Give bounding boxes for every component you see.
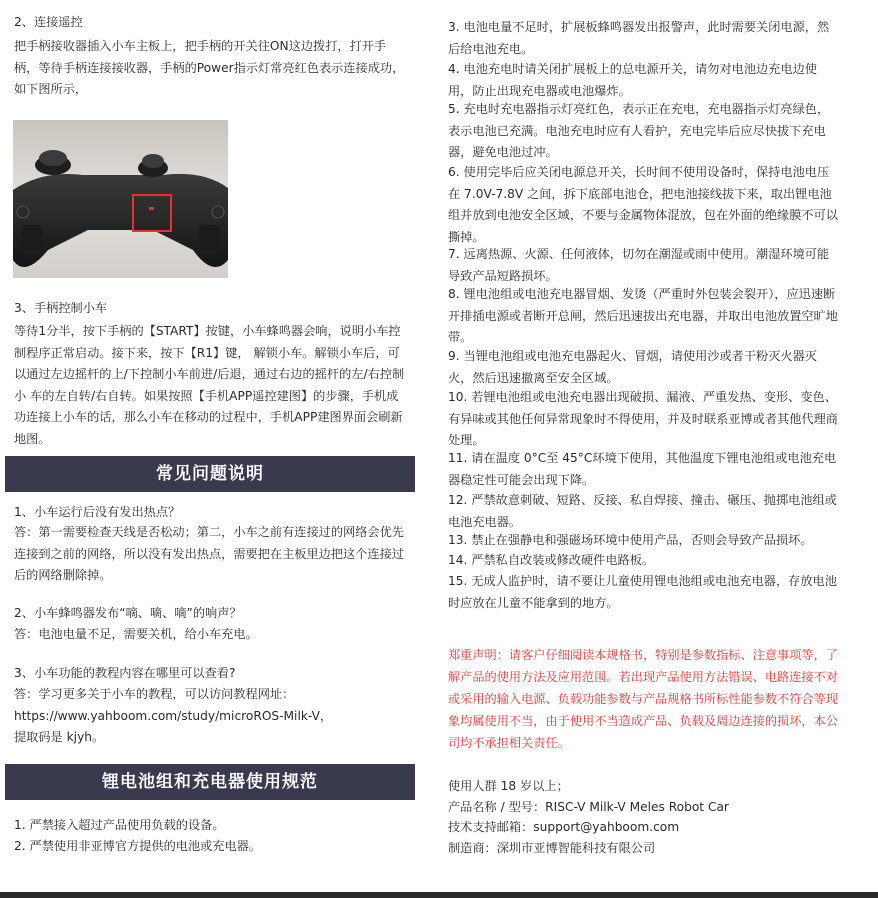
info-email: 技术支持邮箱：support@yahboom.com [448,820,680,834]
extract-code: 提取码是 kjyh。 [14,730,105,744]
faq1-question: 1、小车运行后没有发出热点？ [14,505,181,519]
battery-rule-7: 7. 远离热源、火源、任何液体，切勿在潮湿或雨中使用。潮湿环境可能导致产品短路损坏。 [448,247,830,283]
battery-rule-13: 13. 禁止在强静电和强磁场环境中使用产品，否则会导致产品损坏。 [448,533,813,547]
gamepad-icon [13,120,228,278]
section-connect-title: 2、连接遥控 [14,15,83,29]
battery-rule-10: 10. 若锂电池组或电池充电器出现破损、漏液、严重发热、变形、变色、有异味或其他任何异常现象时不得使用，并及时联系亚博或者其他代理商处理。 [448,390,838,447]
battery-banner: 锂电池组和充电器使用规范 [5,764,415,800]
tutorial-url: https://www.yahboom.com/study/microROS-Milk-V， [14,709,333,723]
disclaimer: 郑重声明：请客户仔细阅读本规格书，特别是参数指标、注意事项等，了解产品的使用方法及应用范围。若出现产品使用方法错误、电路连接不对或采用的输入电源、负载功能参数与产品规格书所标性能参数不符合等现象均属使用不当，由于使用不当造成产品、负载及周边连接的损坏，本公司均不承担相关责任。 [448,648,838,750]
battery-rule-11: 11. 请在温度 0°C至 45°C环境下使用，其他温度下锂电池组或电池充电器稳定性可能会出现下降。 [448,451,837,487]
battery-rule-3: 3. 电池电量不足时，扩展板蜂鸣器发出报警声，此时需要关闭电源，然后给电池充电。 [448,20,830,56]
faq3-answer: 答：学习更多关于小车的教程，可以访问教程网址： [14,687,295,701]
bottom-divider [0,892,878,898]
gamepad-photo [13,120,228,278]
faq1-answer: 答：第一需要检查天线是否松动；第二，小车之前有连接过的网络会优先连接到之前的网络，所以没有发出热点，需要把在主板里边把这个连接过后的网络删除掉。 [14,525,404,582]
battery-rule-15: 15. 无成人监护时，请不要让儿童使用锂电池组或电池充电器，存放电池时应放在儿童不能拿到的地方。 [448,574,837,610]
info-product: 产品名称 / 型号：RISC-V Milk-V Meles Robot Car [448,800,729,814]
section-connect-body: 把手柄接收器插入小车主板上，把手柄的开关往ON这边拨打，打开手柄，等待手柄连接接收器，手柄的Power指示灯常亮红色表示连接成功，如下图所示， [14,39,405,96]
faq-banner: 常见问题说明 [5,456,415,492]
battery-rule-4: 4. 电池充电时请关闭扩展板上的总电源开关，请勿对电池边充电边使用，防止出现充电器或电池爆炸。 [448,62,817,98]
battery-rule-8: 8. 锂电池组或电池充电器冒烟、发烫（严重时外包装会裂开），应迅速断开排插电源或者断开总闸，然后迅速拔出充电器，并取出电池放置空旷地带。 [448,287,838,344]
battery-rule-12: 12. 严禁故意刺破、短路、反接、私自焊接、撞击、碾压、抛掷电池组或电池充电器。 [448,493,837,529]
info-age: 使用人群 18 岁以上； [448,779,569,793]
battery-rule-6: 6. 使用完毕后应关闭电源总开关，长时间不使用设备时，保持电池电压在 7.0V-7.8V 之间，拆下底部电池仓，把电池接线拔下来，取出锂电池组并放到电池安全区域，不要与金属物体混放，包在外面的绝缘膜不可以撕掉。 [448,165,838,244]
info-manufacturer: 制造商：深圳市亚博智能科技有限公司 [448,841,656,855]
battery-rule-14: 14. 严禁私自改装或修改硬件电路板。 [448,553,655,567]
faq3-question: 3、小车功能的教程内容在哪里可以查看? [14,666,236,680]
battery-rule-9: 9. 当锂电池组或电池充电器起火、冒烟，请使用沙或者干粉灭火器灭火，然后迅速撤离至安全区域。 [448,349,817,385]
battery-rule-2: 2. 严禁使用非亚博官方提供的电池或充电器。 [14,839,262,853]
battery-rule-1: 1. 严禁接入超过产品使用负载的设备。 [14,818,225,832]
faq2-answer: 答：电池电量不足，需要关机，给小车充电。 [14,627,258,641]
section-control-body: 等待1分半，按下手柄的【START】按键，小车蜂鸣器会响，说明小车控制程序正常启动。接下来，按下【R1】键， 解锁小车。解锁小车后，可以通过左边摇杆的上/下控制小车前进/后退，通过右边的摇杆的左/右控制小 车的左自转/右自转。如果按照【手机APP遥控建图】的步骤，手机成功连接上小车的话，那么小车在移动的过程中，手机APP建图界面会刷新地图。 [14,324,405,446]
faq2-question: 2、小车蜂鸣器发布“嘀、嘀、嘀”的响声？ [14,606,242,620]
section-control-title: 3、手柄控制小车 [14,301,108,315]
battery-rule-5: 5. 充电时充电器指示灯亮红色，表示正在充电，充电器指示灯亮绿色，表示电池已充满。电池充电时应有人看护，充电完毕后应尽快拔下充电器，避免电池过冲。 [448,102,830,159]
